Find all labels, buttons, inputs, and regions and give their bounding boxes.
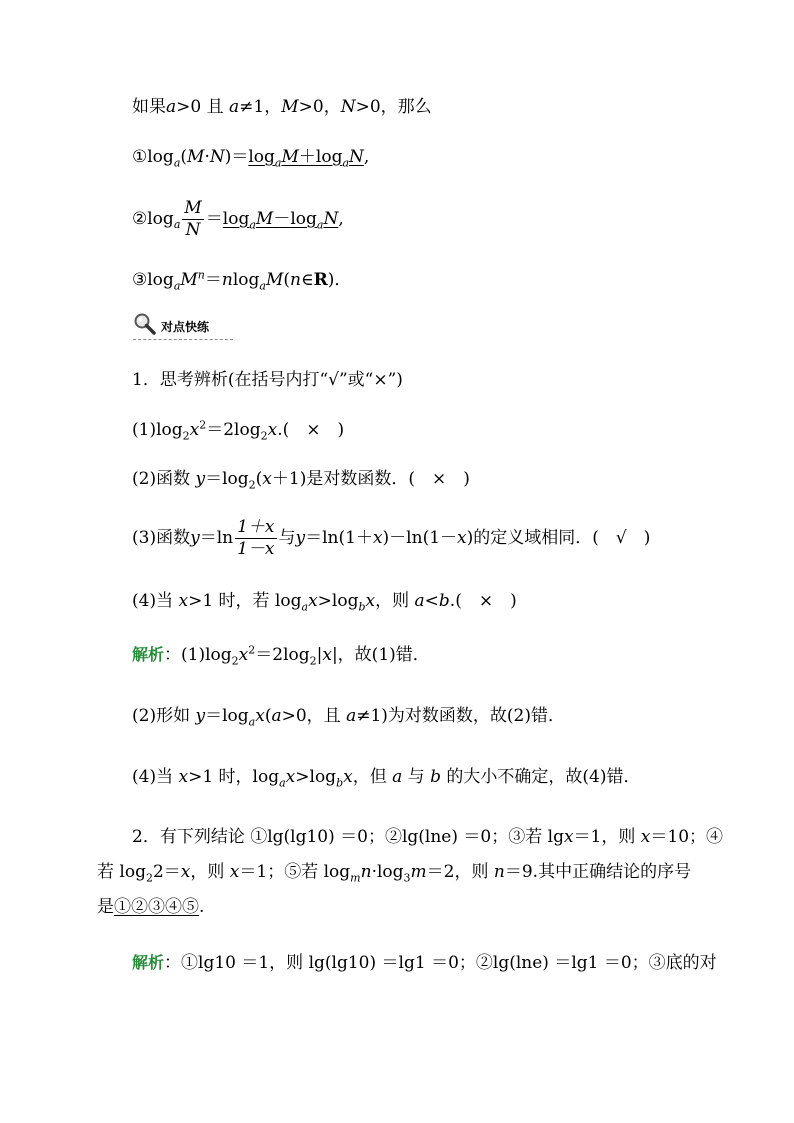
punct: . [199, 897, 205, 917]
punct: , [363, 147, 370, 167]
rule-quotient-answer [223, 208, 339, 230]
var-N: N [349, 147, 364, 167]
item-text: (2)函数 [132, 469, 196, 489]
item-answer: .( × ) [277, 420, 345, 440]
paren: ( [180, 147, 188, 167]
var-M: M [281, 147, 299, 167]
rule-product-answer [248, 147, 364, 170]
question-text: ＝10；④ [650, 827, 724, 847]
var-x: x [189, 420, 200, 440]
real-set: R [313, 270, 328, 290]
question-text: ＝2，则 [426, 862, 494, 882]
var-x: x [322, 645, 332, 665]
var-x: x [365, 591, 376, 611]
question-2-line-3 [97, 896, 204, 918]
rule-number: ① [132, 147, 148, 167]
var-M: M [180, 270, 198, 290]
section-tag-label: 对点快练 [161, 319, 210, 334]
var-b: b [430, 767, 441, 787]
log-base: 2 [145, 871, 153, 885]
solution-text: (2)形如 [132, 706, 196, 726]
log-base: a [173, 279, 181, 293]
minus: － [273, 209, 291, 229]
var-n: n [221, 270, 233, 290]
dot: · [204, 147, 210, 167]
log-base: a [259, 279, 266, 293]
item-text: (3)函数 [132, 528, 191, 548]
var-N: N [209, 147, 225, 167]
solution-text: (4)当 [132, 767, 179, 787]
rule-quotient: ② log $_a$ $\frac{M}{N}$ ＝ $\log_aM-\log_aN$ , [132, 197, 344, 240]
item-text: ＝log [205, 469, 249, 489]
var-a: a [392, 767, 403, 787]
section-tag-underline [133, 339, 233, 340]
var-N: N [323, 209, 339, 229]
log-base: b [358, 600, 366, 614]
solution-text: ≠1)为对数函数，故(2)错． [356, 706, 565, 726]
question-1-item-1 [132, 419, 344, 441]
question-text: ＝1，则 [573, 827, 641, 847]
solution-text: ＝2log [255, 645, 310, 665]
intro-text: >0，那么 [355, 97, 432, 117]
var-n: n [493, 862, 505, 882]
var-n: n [290, 270, 301, 290]
exponent: 2 [248, 643, 256, 657]
var-x: x [229, 862, 240, 882]
solution-text: |，故(1)错． [331, 645, 430, 665]
rule-power [132, 269, 351, 291]
item-text: ＝ln(1＋ [305, 528, 373, 548]
exponent: 2 [199, 418, 207, 432]
paren: ( [255, 469, 263, 489]
punct: )． [327, 270, 352, 290]
item-answer: ＋1)是对数函数．( × ) [271, 469, 470, 489]
log-base: m [350, 871, 361, 885]
var-x: x [285, 767, 296, 787]
var-y: y [190, 528, 200, 548]
rule-number: ③ [132, 270, 148, 290]
var-x: x [255, 706, 265, 726]
item-text: >1 时，若 log [188, 591, 302, 611]
paren: ( [283, 270, 291, 290]
log-text: log [232, 270, 260, 290]
question-text: 若 log [97, 862, 146, 882]
element-of: ∈ [300, 270, 314, 290]
log-base: a [316, 218, 324, 232]
solution-text: >log [295, 767, 337, 787]
item-text: >log [317, 591, 359, 611]
solution-label: 解析 [132, 645, 165, 664]
var-x: x [238, 645, 249, 665]
question-text: ＝9.其中正确结论的序号 [504, 862, 692, 882]
item-text: (4)当 [132, 591, 179, 611]
var-y: y [295, 528, 306, 548]
var-a: a [166, 97, 177, 117]
log-base: a [173, 156, 181, 170]
fraction-M-over-N [182, 198, 203, 241]
var-m: m [410, 862, 427, 882]
var-M: M [255, 209, 274, 229]
log-base: a [342, 156, 350, 170]
solution-text: >1 时，log [188, 767, 280, 787]
var-M: M [187, 147, 205, 167]
question-2-line-1 [132, 826, 723, 848]
punct: , [338, 209, 344, 229]
question-2-line-2 [97, 861, 691, 883]
fraction-denominator: 1－x [237, 538, 275, 559]
question-2-answer: ①②③④⑤ [114, 897, 199, 917]
solution-1-line-1 [132, 644, 430, 666]
var-x: x [563, 827, 574, 847]
var-x: x [178, 591, 189, 611]
log-base: a [248, 715, 256, 729]
solution-text: ＝log [205, 706, 249, 726]
log-text: log [147, 147, 174, 167]
item-text: < [424, 591, 439, 611]
log-base: 2 [182, 429, 190, 443]
solution-text: ：(1)log [164, 645, 232, 665]
equals: ＝ [205, 209, 223, 229]
item-text: 与 [278, 528, 296, 548]
plus: ＋ [298, 147, 316, 167]
var-n: n [360, 862, 372, 882]
item-text: )－ln(1－ [382, 528, 458, 548]
item-text: (1)log [132, 420, 183, 440]
question-1-title: 1．思考辨析(在括号内打“√”或“×”) [132, 370, 403, 390]
var-a: a [229, 97, 240, 117]
question-1-item-3 [132, 513, 650, 563]
solution-label: 解析 [132, 953, 165, 972]
fraction-numerator: 1＋x [237, 516, 275, 537]
log-base: 2 [231, 654, 239, 668]
var-x: x [262, 469, 272, 489]
rule-product [132, 146, 369, 168]
solution-text: 的大小不确定，故(4)错． [440, 767, 641, 787]
rule-number: ② [132, 209, 148, 229]
var-N: N [340, 97, 356, 117]
question-text: 是 [97, 897, 114, 917]
log-text: log [147, 209, 174, 229]
var-x: x [308, 591, 318, 611]
question-text: 2＝ [152, 862, 181, 882]
log-base: 2 [309, 654, 317, 668]
magnifier-icon [133, 312, 157, 340]
log-base: a [249, 218, 256, 232]
var-y: y [195, 706, 206, 726]
exponent: n [197, 268, 205, 282]
var-a: a [414, 591, 425, 611]
question-text: 2．有下列结论 ①lg(lg10) ＝0；②lg(lne) ＝0；③若 lg [132, 827, 564, 847]
var-x: x [267, 420, 278, 440]
paren: ( [264, 706, 272, 726]
fraction-ln [235, 517, 276, 560]
var-a: a [346, 706, 357, 726]
item-text: ＝2log [206, 420, 261, 440]
var-x: x [178, 767, 189, 787]
log-base: 3 [403, 871, 411, 885]
var-x: x [180, 862, 191, 882]
solution-text: ：①lg10 ＝1，则 lg(lg10) ＝lg1 ＝0；②lg(lne) ＝lg1 ＝0；③底的对 [164, 953, 717, 973]
question-text: ＝1；⑤若 log [239, 862, 351, 882]
intro-text: 如果 [132, 97, 166, 117]
paren-eq: )＝ [224, 147, 249, 167]
log-base: a [274, 156, 282, 170]
var-M: M [265, 270, 284, 290]
log-text: log [315, 147, 343, 167]
solution-text: 与 [402, 767, 431, 787]
item-text: ＝ln [199, 528, 234, 548]
log-text: log [290, 209, 317, 229]
question-1-item-2 [132, 468, 470, 490]
var-x: x [640, 827, 651, 847]
question-text: ，则 [190, 862, 230, 882]
fraction-denominator: N [185, 219, 201, 240]
var-b: b [438, 591, 450, 611]
log-text: log [147, 270, 174, 290]
question-text: ·log [371, 862, 404, 882]
log-base: b [336, 776, 344, 790]
intro-text: >0 且 [176, 97, 230, 117]
log-base: 2 [260, 429, 268, 443]
log-text: log [222, 209, 250, 229]
var-M: M [281, 97, 299, 117]
var-y: y [195, 469, 206, 489]
var-x: x [457, 528, 467, 548]
log-text: log [248, 147, 275, 167]
solution-text: >0，且 [281, 706, 347, 726]
section-tag [133, 314, 209, 338]
log-base: a [301, 600, 309, 614]
var-x: x [372, 528, 383, 548]
question-1-item-4 [132, 590, 517, 612]
log-base: a [279, 776, 286, 790]
fraction-numerator: M [184, 197, 202, 218]
log-base: 2 [248, 478, 256, 492]
item-text: ，则 [375, 591, 415, 611]
item-answer: .( × ) [449, 591, 517, 611]
solution-text: ，但 [352, 767, 393, 787]
var-x: x [343, 767, 353, 787]
solution-2-line-1 [132, 952, 717, 974]
solution-1-line-3 [132, 766, 640, 788]
intro-text: >0， [298, 97, 341, 117]
item-answer: )的定义域相同．( √ ) [466, 528, 651, 548]
solution-1-line-2 [132, 705, 565, 727]
intro-line [132, 96, 432, 118]
var-a: a [271, 706, 282, 726]
intro-text: ≠1， [239, 97, 282, 117]
abs-bar: | [316, 645, 323, 665]
equals: ＝ [204, 270, 222, 290]
